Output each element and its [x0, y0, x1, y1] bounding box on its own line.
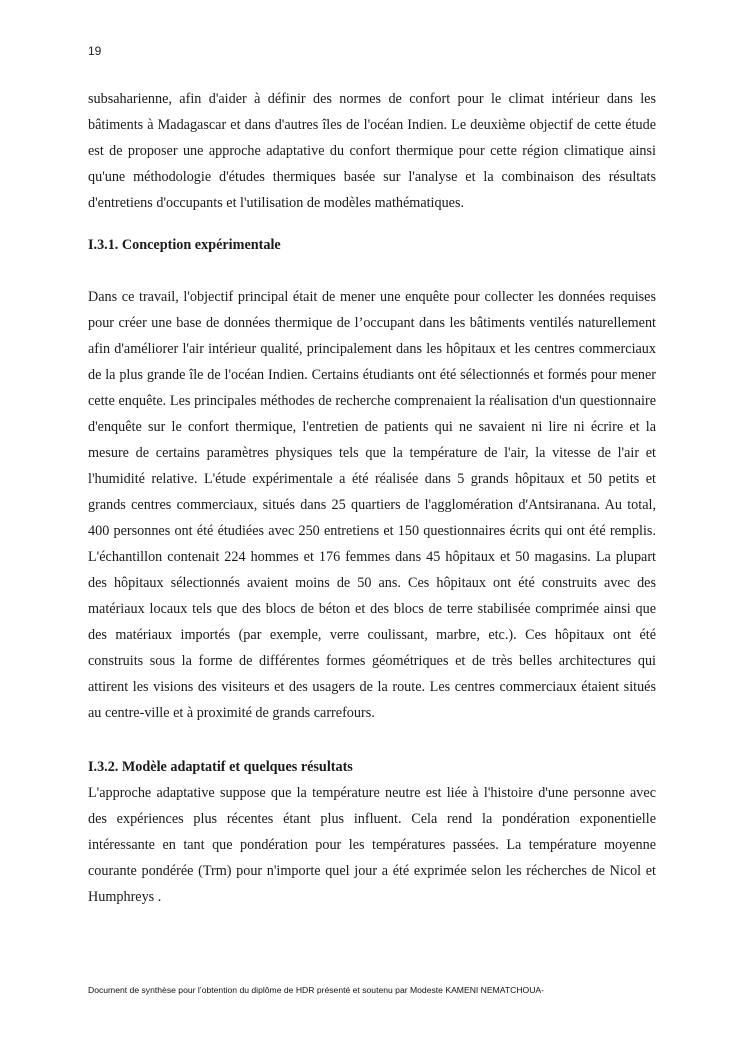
page-footer: Document de synthèse pour l’obtention du diplôme de HDR présenté et soutenu par Modeste KAMENI NEMATCHOUA- — [88, 985, 545, 995]
paragraph-adaptatif: L'approche adaptative suppose que la température neutre est liée à l'histoire d'une personne avec des expériences plus récentes étant plus influent. Cela rend la pondération exponentielle intéressante en tant que pondération pour les températures passées. La température moyenne courante pondérée (Trm) pour n'importe quel jour a été exprimée selon les récherches de Nicol et Humphreys . — [88, 785, 656, 905]
section-heading-adaptatif: I.3.2. Modèle adaptatif et quelques résultats — [88, 759, 353, 775]
page-body — [88, 86, 656, 910]
paragraph-intro: subsaharienne, afin d'aider à définir des normes de confort pour le climat intérieur dans les bâtiments à Madagascar et dans d'autres îles de l'océan Indien. Le deuxième objectif de cette étude est de proposer une approche adaptative du confort thermique pour cette région climatique ainsi qu'une méthodologie d'études thermiques basée sur l'analyse et la combinaison des résultats d'entretiens d'occupants et l'utilisation de modèles mathématiques. — [88, 91, 656, 211]
page-number: 19 — [88, 44, 102, 58]
section-heading-conception: I.3.1. Conception expérimentale — [88, 237, 281, 253]
paragraph-conception: Dans ce travail, l'objectif principal était de mener une enquête pour collecter les données requises pour créer une base de données thermique de l’occupant dans les bâtiments ventilés naturellement afin d'améliorer l'air intérieur qualité, principalement dans les hôpitaux et les centres commerciaux de la plus grande île de l'océan Indien. Certains étudiants ont été sélectionnés et formés pour mener cette enquête. Les principales méthodes de recherche comprenaient la réalisation d'un questionnaire d'enquête sur le confort thermique, l'entretien de patients qui ne savaient ni lire ni écrire et la mesure de certains paramètres physiques tels que la température de l'air, la vitesse de l'air et l'humidité relative. L'étude expérimentale a été réalisée dans 5 grands hôpitaux et 50 petits et grands centres commerciaux, situés dans 25 quartiers de l'agglomération d'Antsiranana. Au total, 400 personnes ont été étudiées avec 250 entretiens et 150 questionnaires écrits qui ont été remplis. L'échantillon contenait 224 hommes et 176 femmes dans 45 hôpitaux et 50 magasins. La plupart des hôpitaux sélectionnés avaient moins de 50 ans. Ces hôpitaux ont été construits avec des matériaux locaux tels que des blocs de béton et des blocs de terre stabilisée comprimée ainsi que des matériaux importés (par exemple, verre coulissant, marbre, etc.). Ces hôpitaux ont été construits sous la forme de différentes formes géométriques et de très belles architectures qui attirent les visions des visiteurs et des usagers de la route. Les centres commerciaux étaient situés au centre-ville et à proximité de grands carrefours. — [88, 289, 656, 721]
